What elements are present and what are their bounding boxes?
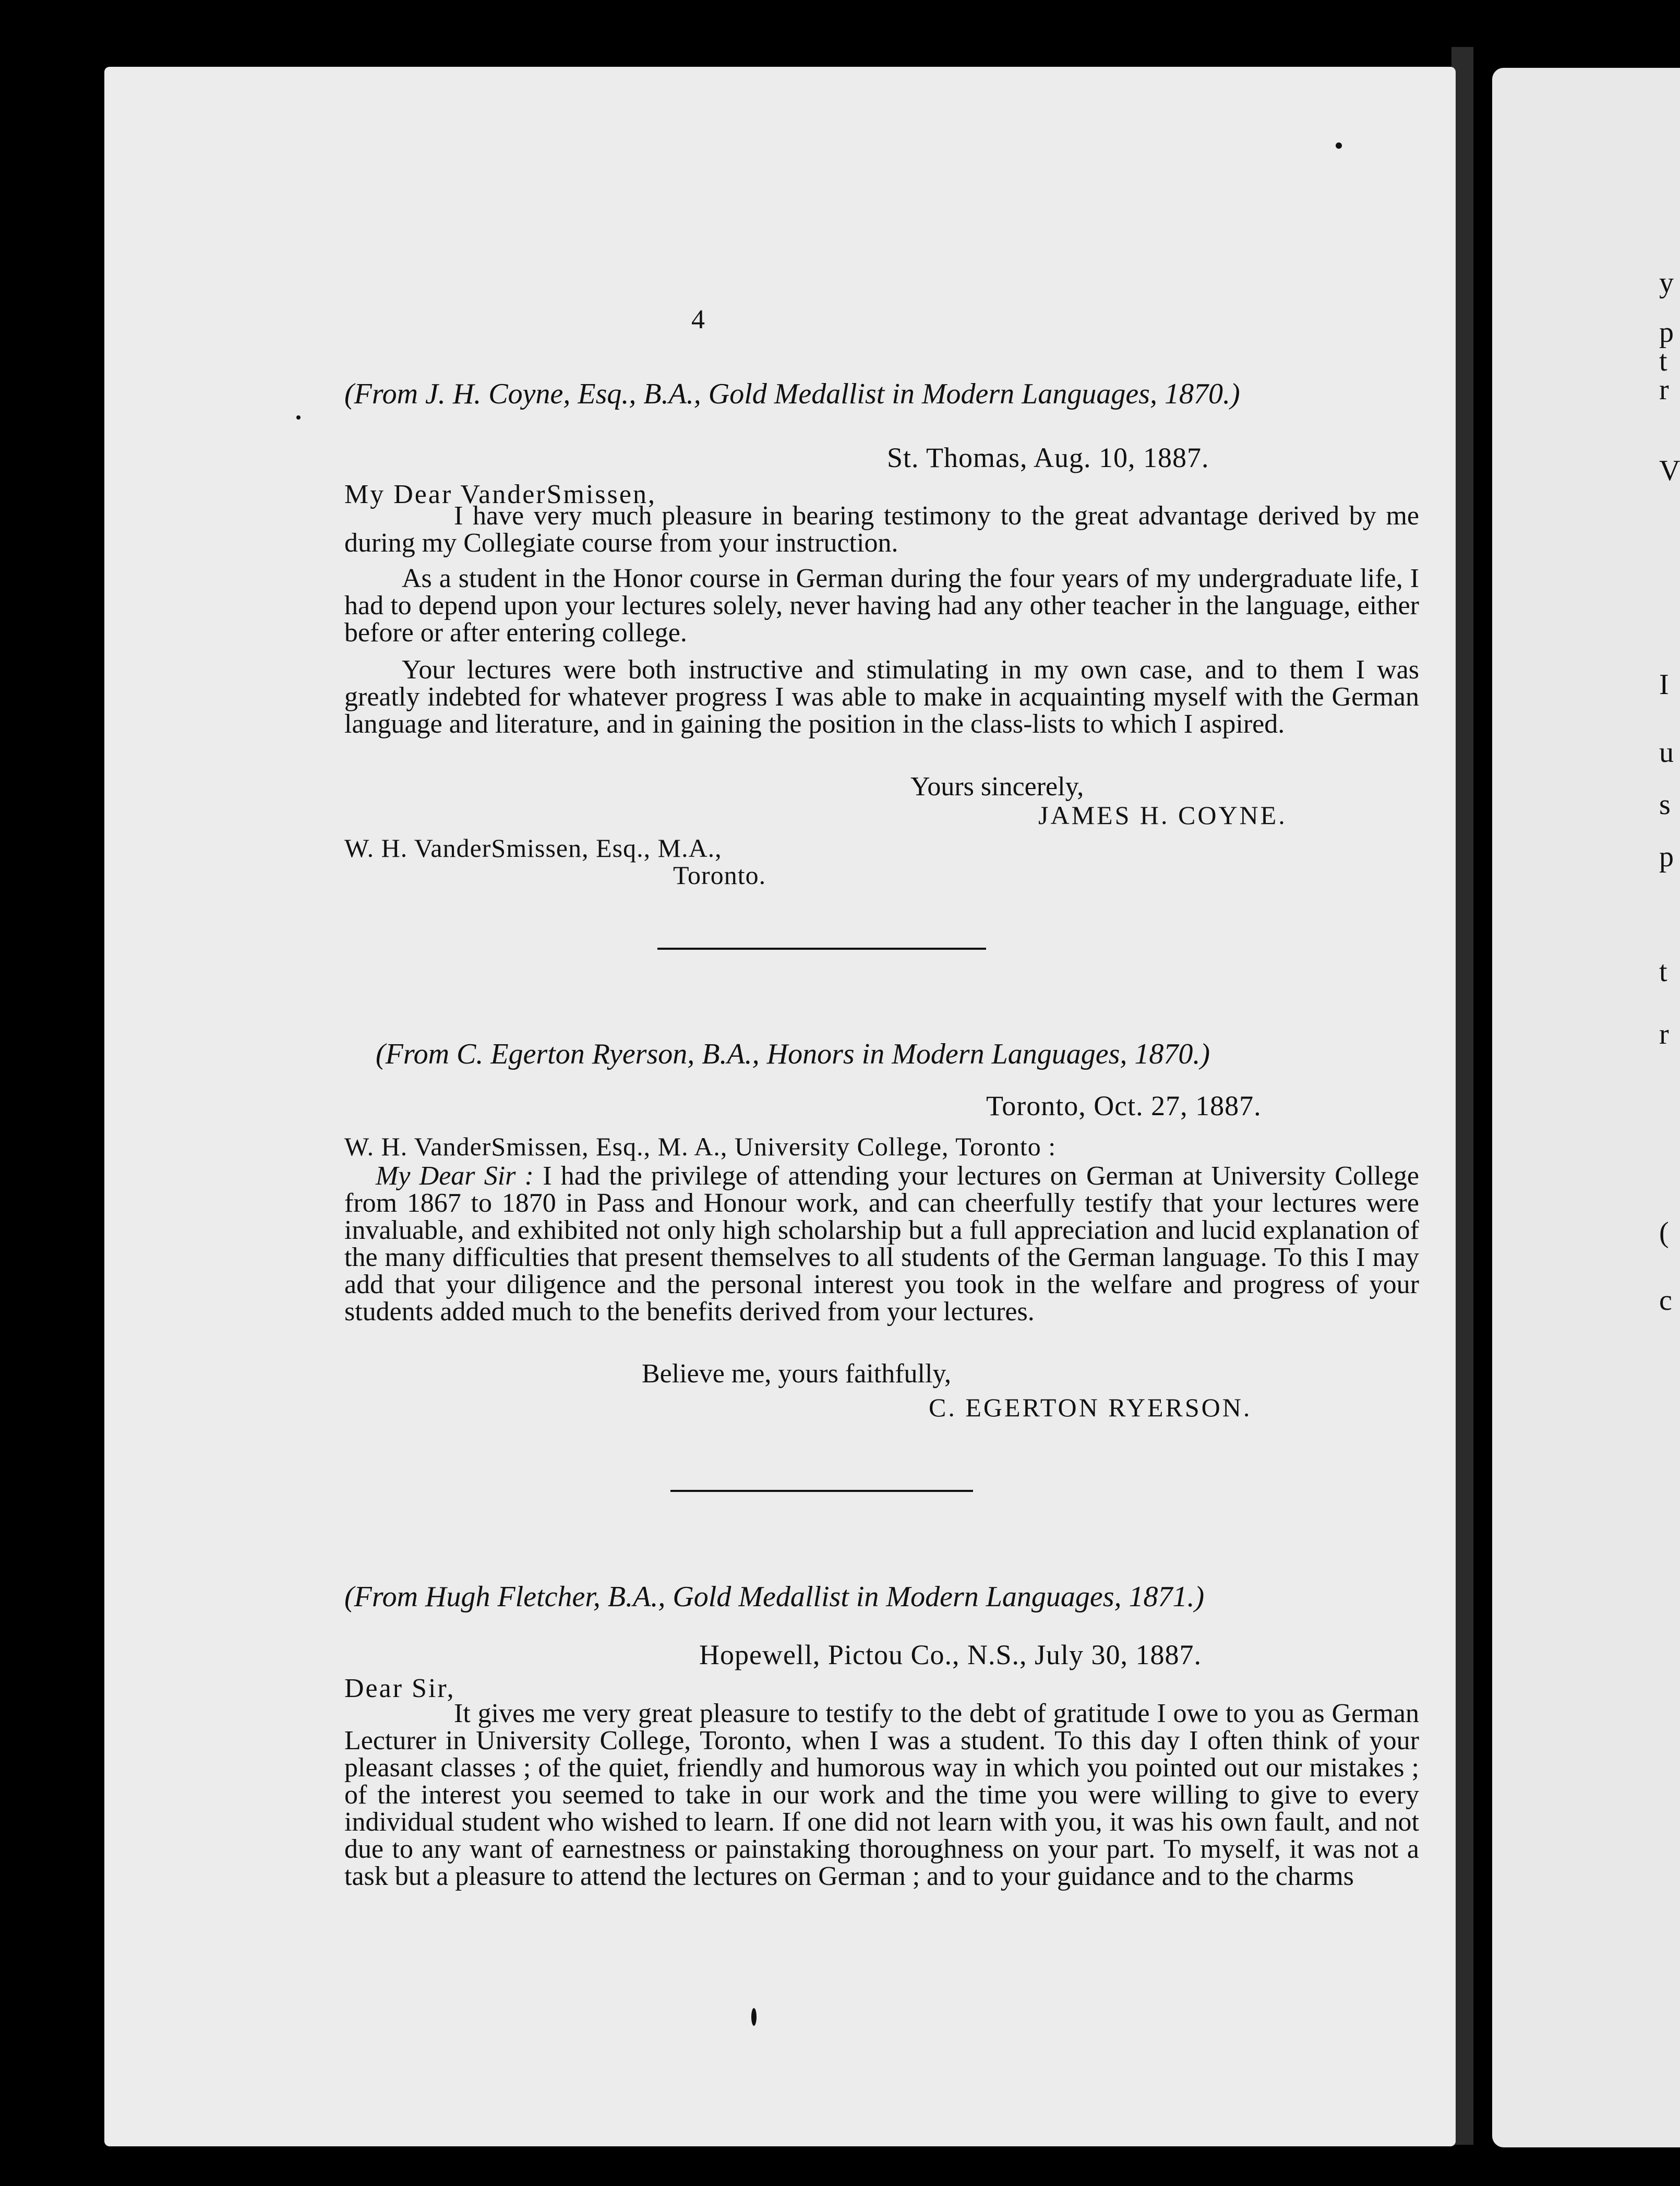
page-number: 4: [691, 305, 705, 335]
place-date: Hopewell, Pictou Co., N.S., July 30, 1887.: [699, 1639, 1202, 1670]
signature: JAMES H. COYNE.: [1038, 801, 1287, 830]
place-date: St. Thomas, Aug. 10, 1887.: [887, 442, 1209, 473]
closing: Yours sincerely,: [910, 772, 1084, 802]
paper-speck: [751, 2008, 757, 2026]
salutation: My Dear Sir :: [376, 1161, 534, 1191]
paragraph: As a student in the Honor course in German during the four years of my undergraduate life, I had to depend upon your lectures solely, never having had any other teacher in the language, either before or after entering college.: [344, 564, 1419, 648]
facing-page-fragment: c: [1659, 1284, 1672, 1317]
signature: C. EGERTON RYERSON.: [929, 1393, 1252, 1422]
salutation: Dear Sir,: [344, 1674, 455, 1703]
facing-page-fragment: t: [1659, 345, 1667, 377]
paragraph: Your lectures were both instructive and stimulating in my own case, and to them I was greatly indebted for whatever progress I was able to make in acquainting myself with the German language and literature, and in gaining the position in the class-lists to which I aspired.: [344, 655, 1419, 739]
facing-page-fragment: r: [1659, 374, 1669, 406]
body-text: I had the privilege of attending your lectures on German at University College from 1867 to 1870 in Pass and Honour work, and can cheerfully testify that your lectures were invaluable, and exhibited not only high scholarship but a full appreciation and lucid explanation of the many difficulties that present themselves to all students of the German language. To this I may add that your diligence and the personal interest you took in the welfare and progress of your students added much to the benefits derived from your lectures.: [344, 1161, 1420, 1327]
facing-page-fragment: I: [1659, 668, 1669, 701]
facing-page-fragment: p: [1659, 316, 1674, 349]
facing-page-edge: [1492, 68, 1680, 2147]
recipient-line: W. H. VanderSmissen, Esq., M. A., University College, Toronto :: [344, 1132, 1057, 1161]
facing-page-fragment: V: [1659, 455, 1680, 487]
section-divider: [670, 1490, 973, 1492]
recipient: W. H. VanderSmissen, Esq., M.A.,: [344, 833, 722, 863]
letter-body: [344, 1163, 1419, 1325]
attribution: (From J. H. Coyne, Esq., B.A., Gold Medallist in Modern Languages, 1870.): [344, 378, 1240, 410]
document-page: [104, 67, 1456, 2146]
paper-speck: [296, 415, 301, 420]
paragraph: I have very much pleasure in bearing testimony to the great advantage derived by me during my Collegiate course from your instruction.: [344, 501, 1419, 558]
closing: Believe me, yours faithfully,: [642, 1359, 952, 1389]
place-date: Toronto, Oct. 27, 1887.: [986, 1090, 1262, 1121]
salutation: My Dear VanderSmissen,: [344, 480, 656, 509]
paragraph: It gives me very great pleasure to testify to the debt of gratitude I owe to you as German Lecturer in University College, Toronto, when I was a student. To this day I often think of your pleasant classes ; of the quiet, friendly and humorous way in which you pointed out our mistakes ; of the interest you seemed to take in our work and the time you were willing to give to every individual student who wished to learn. If one did not learn with you, it was his own fault, and not due to any want of earnestness or painstaking thoroughness on your part. To myself, it was not a task but a pleasure to attend the lectures on German ; and to your guidance and to the charms: [344, 1699, 1419, 1891]
attribution: (From C. Egerton Ryerson, B.A., Honors in Modern Languages, 1870.): [376, 1038, 1210, 1070]
facing-page-fragment: s: [1659, 789, 1671, 821]
facing-page-fragment: p: [1659, 841, 1674, 873]
paper-speck: [1336, 142, 1342, 149]
facing-page-fragment: u: [1659, 736, 1674, 769]
facing-page-fragment: r: [1659, 1018, 1669, 1050]
recipient-city: Toronto.: [673, 861, 766, 890]
facing-page-fragment: (: [1659, 1216, 1669, 1249]
facing-page-fragment: y: [1659, 267, 1674, 299]
attribution: (From Hugh Fletcher, B.A., Gold Medallist in Modern Languages, 1871.): [344, 1581, 1205, 1613]
facing-page-fragment: t: [1659, 955, 1667, 988]
section-divider: [657, 948, 986, 950]
